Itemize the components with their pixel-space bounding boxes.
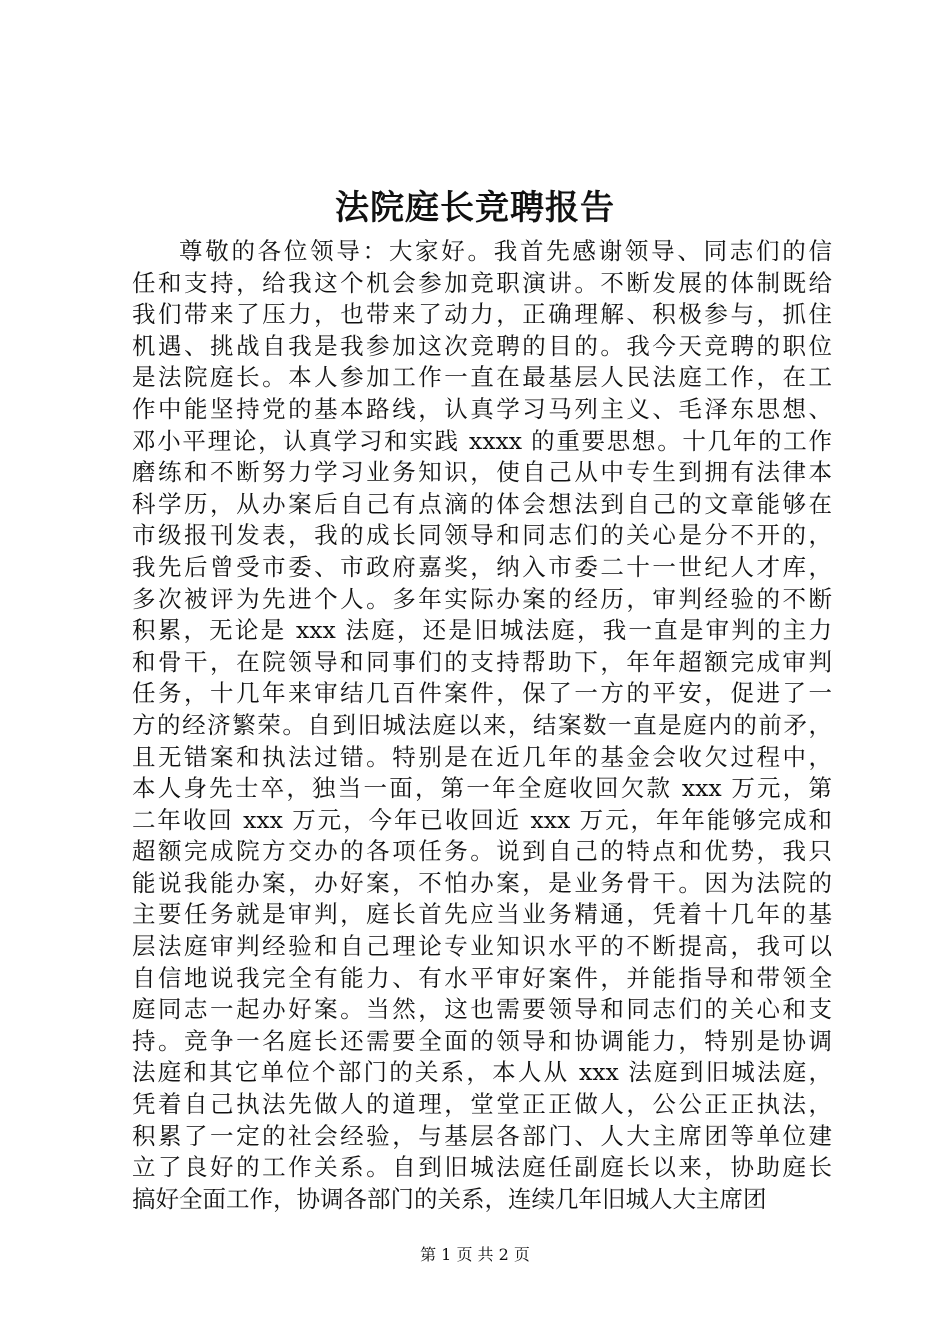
text-line: 是法院庭长。本人参加工作一直在最基层人民法庭工作，在工 xyxy=(132,363,832,392)
text-line: 持。竞争一名庭长还需要全面的领导和协调能力，特别是协调 xyxy=(132,1026,832,1055)
text-line: 积累了一定的社会经验，与基层各部门、人大主席团等单位建 xyxy=(132,1121,832,1150)
text-line: 尊敬的各位领导：大家好。我首先感谢领导、同志们的信 xyxy=(179,237,832,265)
text-line: 邓小平理论，认真学习和实践 xxxx 的重要思想。十几年的工作 xyxy=(132,426,832,455)
text-line: 任务，十几年来审结几百件案件，保了一方的平安，促进了一 xyxy=(132,679,832,708)
text-line: 凭着自己执法先做人的道理，堂堂正正做人，公公正正执法， xyxy=(132,1090,832,1119)
text-line: 方的经济繁荣。自到旧城法庭以来，结案数一直是庭内的前矛， xyxy=(132,710,832,739)
text-line: 磨练和不断努力学习业务知识，使自己从中专生到拥有法律本 xyxy=(132,458,832,487)
text-line: 我先后曾受市委、市政府嘉奖，纳入市委二十一世纪人才库， xyxy=(132,552,832,581)
text-line: 本人身先士卒，独当一面，第一年全庭收回欠款 xxx 万元，第 xyxy=(132,774,832,803)
text-line: 多次被评为先进个人。多年实际办案的经历，审判经验的不断 xyxy=(132,584,832,613)
body-paragraph xyxy=(132,236,832,1215)
text-line: 积累，无论是 xxx 法庭，还是旧城法庭，我一直是审判的主力 xyxy=(132,616,832,645)
text-line: 二年收回 xxx 万元，今年已收回近 xxx 万元，年年能够完成和 xyxy=(132,805,832,834)
text-line: 超额完成院方交办的各项任务。说到自己的特点和优势，我只 xyxy=(132,837,832,866)
text-line: 法庭和其它单位个部门的关系，本人从 xxx 法庭到旧城法庭， xyxy=(132,1058,832,1087)
text-line: 机遇、挑战自我是我参加这次竞聘的目的。我今天竞聘的职位 xyxy=(132,331,832,360)
text-line: 庭同志一起办好案。当然，这也需要领导和同志们的关心和支 xyxy=(132,995,832,1024)
text-line: 科学历，从办案后自己有点滴的体会想法到自己的文章能够在 xyxy=(132,489,832,518)
text-line: 任和支持，给我这个机会参加竞职演讲。不断发展的体制既给 xyxy=(132,268,832,297)
document-title: 法院庭长竞聘报告 xyxy=(335,188,615,228)
text-line: 作中能坚持党的基本路线，认真学习马列主义、毛泽东思想、 xyxy=(132,394,832,423)
text-line: 主要任务就是审判，庭长首先应当业务精通，凭着十几年的基 xyxy=(132,900,832,929)
text-line: 搞好全面工作，协调各部门的关系，连续几年旧城人大主席团 xyxy=(132,1184,767,1213)
text-line: 能说我能办案，办好案，不怕办案，是业务骨干。因为法院的 xyxy=(132,868,832,897)
text-line: 和骨干，在院领导和同事们的支持帮助下，年年超额完成审判 xyxy=(132,647,832,676)
text-line: 且无错案和执法过错。特别是在近几年的基金会收欠过程中， xyxy=(132,742,832,771)
text-line: 市级报刊发表，我的成长同领导和同志们的关心是分不开的， xyxy=(132,521,832,550)
text-line: 自信地说我完全有能力、有水平审好案件，并能指导和带领全 xyxy=(132,963,832,992)
text-line: 立了良好的工作关系。自到旧城法庭任副庭长以来，协助庭长 xyxy=(132,1153,832,1182)
page-footer: 第 1 页 共 2 页 xyxy=(420,1245,530,1264)
document-body xyxy=(132,236,832,1215)
text-line: 我们带来了压力，也带来了动力，正确理解、积极参与，抓住 xyxy=(132,300,832,329)
text-line: 层法庭审判经验和自己理论专业知识水平的不断提高，我可以 xyxy=(132,932,832,961)
